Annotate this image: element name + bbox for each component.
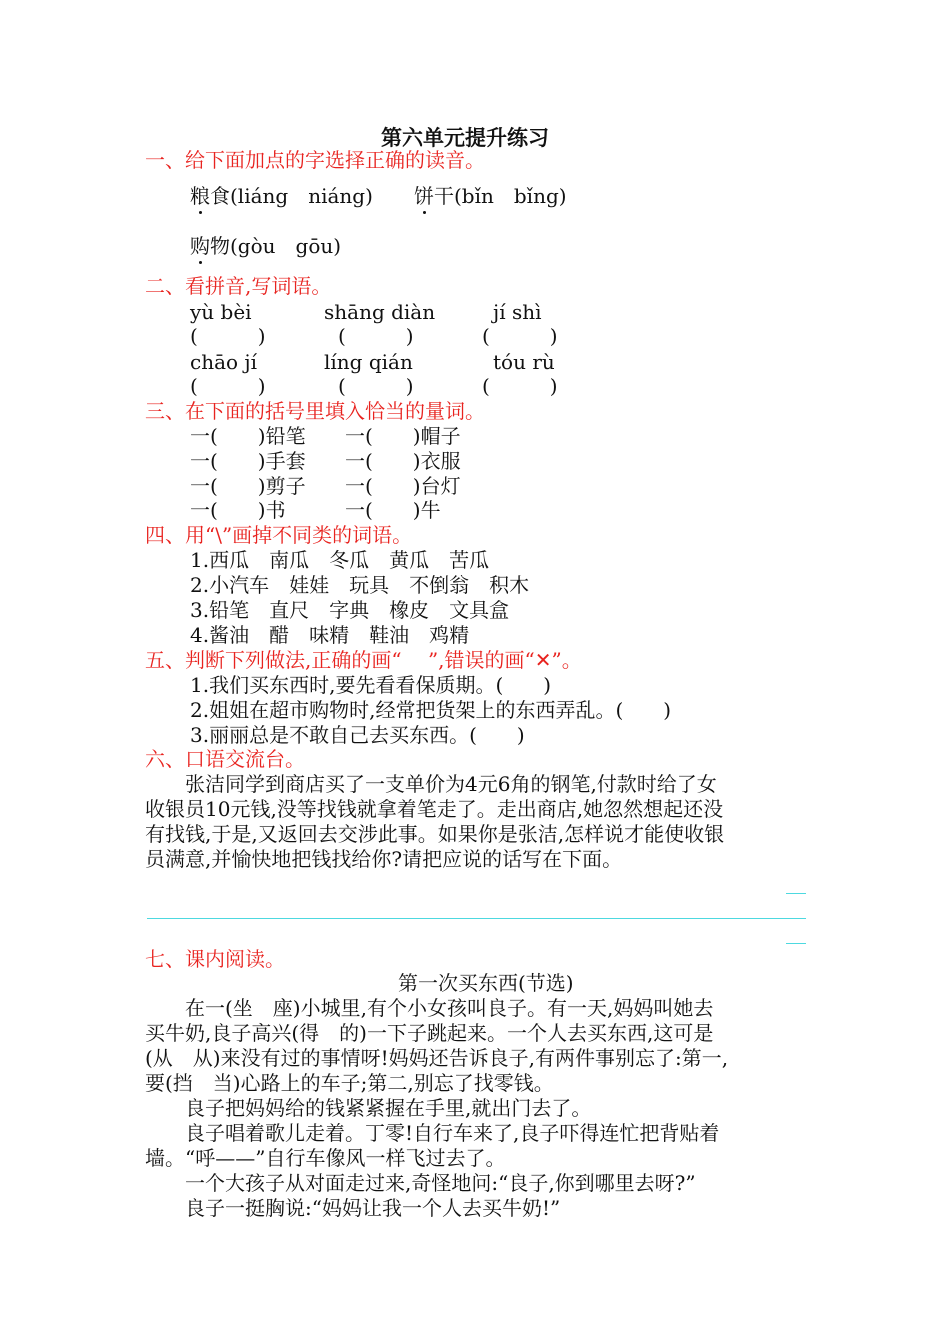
answer-line-2[interactable] (147, 918, 806, 919)
judge-item-3: 3.丽丽总是不敢自己去买东西。( ) (190, 723, 525, 747)
s6-paragraph-line-1: 张洁同学到商店买了一支单价为4元6角的钢笔,付款时给了女 (145, 772, 717, 796)
pinyin-1: yù bèi (190, 300, 252, 324)
measure-word-5: 一( )剪子 (190, 474, 306, 498)
measure-word-4: 一( )衣服 (345, 449, 461, 473)
section-7-heading: 七、课内阅读。 (145, 947, 285, 971)
s1-item-2 (414, 186, 567, 206)
reading-line-5: 良子把妈妈给的钱紧紧握在手里,就出门去了。 (145, 1096, 592, 1120)
s1-item-1 (190, 186, 373, 206)
section-1-heading: 一、给下面加点的字选择正确的读音。 (145, 148, 485, 172)
measure-word-8: 一( )牛 (345, 498, 441, 522)
reading-line-6: 良子唱着歌儿走着。丁零!自行车来了,良子吓得连忙把背贴着 (145, 1121, 720, 1145)
s1-item-1-rest: 食(liáng niáng) (210, 184, 373, 208)
s1-item-3-rest: 物(gòu gōu) (210, 234, 342, 258)
section-5-heading: 五、判断下列做法,正确的画“ ”,错误的画“✕”。 (145, 648, 582, 672)
s6-paragraph-line-3: 有找钱,于是,又返回去交涉此事。如果你是张洁,怎样说才能使收银 (145, 822, 725, 846)
measure-word-6: 一( )台灯 (345, 474, 461, 498)
s1-item-3-dotted-char: 购 (190, 234, 210, 258)
reading-line-3: (从 从)来没有过的事情呀!妈妈还告诉良子,有两件事别忘了:第一, (145, 1046, 729, 1070)
reading-line-7: 墙。“呼——”自行车像风一样飞过去了。 (145, 1146, 506, 1170)
measure-word-1: 一( )铅笔 (190, 424, 306, 448)
reading-subtitle: 第一次买东西(节选) (398, 971, 574, 995)
reading-line-2: 买牛奶,良子高兴(得 的)一下子跳起来。一个人去买东西,这可是 (145, 1021, 714, 1045)
answer-blank-1[interactable]: ( ) (190, 324, 266, 348)
section-6-heading: 六、口语交流台。 (145, 747, 305, 771)
answer-blank-4[interactable]: ( ) (190, 374, 266, 398)
measure-word-2: 一( )帽子 (345, 424, 461, 448)
s1-item-3 (190, 236, 341, 256)
section-2-heading: 二、看拼音,写词语。 (145, 274, 332, 298)
judge-item-2: 2.姐姐在超市购物时,经常把货架上的东西弄乱。( ) (190, 698, 672, 722)
reading-line-4: 要(挡 当)心路上的车子;第二,别忘了找零钱。 (145, 1071, 554, 1095)
judge-item-1: 1.我们买东西时,要先看看保质期。( ) (190, 673, 552, 697)
answer-blank-3[interactable]: ( ) (482, 324, 558, 348)
answer-line-3[interactable] (786, 943, 806, 944)
pinyin-6: tóu rù (493, 350, 555, 374)
pinyin-3: jí shì (493, 300, 542, 324)
answer-blank-6[interactable]: ( ) (482, 374, 558, 398)
section-3-heading: 三、在下面的括号里填入恰当的量词。 (145, 399, 485, 423)
s1-item-2-dotted-char: 饼 (414, 184, 434, 208)
answer-blank-5[interactable]: ( ) (338, 374, 414, 398)
word-group-2: 2.小汽车 娃娃 玩具 不倒翁 积木 (190, 573, 530, 597)
s1-item-1-dotted-char: 粮 (190, 184, 210, 208)
reading-line-1: 在一(坐 座)小城里,有个小女孩叫良子。有一天,妈妈叫她去 (145, 996, 714, 1020)
pinyin-5: líng qián (324, 350, 413, 374)
word-group-3: 3.铅笔 直尺 字典 橡皮 文具盒 (190, 598, 510, 622)
section-4-heading: 四、用“\”画掉不同类的词语。 (145, 523, 413, 547)
s6-paragraph-line-2: 收银员10元钱,没等找钱就拿着笔走了。走出商店,她忽然想起还没 (145, 797, 724, 821)
word-group-1: 1.西瓜 南瓜 冬瓜 黄瓜 苦瓜 (190, 548, 490, 572)
s6-paragraph-line-4: 员满意,并愉快地把钱找给你?请把应说的话写在下面。 (145, 847, 623, 871)
measure-word-7: 一( )书 (190, 498, 286, 522)
answer-blank-2[interactable]: ( ) (338, 324, 414, 348)
pinyin-4: chāo jí (190, 350, 258, 374)
reading-line-9: 良子一挺胸说:“妈妈让我一个人去买牛奶!” (145, 1196, 561, 1220)
measure-word-3: 一( )手套 (190, 449, 306, 473)
word-group-4: 4.酱油 醋 味精 鞋油 鸡精 (190, 623, 470, 647)
s1-item-2-rest: 干(bǐn bǐng) (434, 184, 567, 208)
page-title: 第六单元提升练习 (381, 125, 549, 150)
answer-line-1[interactable] (786, 893, 806, 894)
pinyin-2: shāng diàn (324, 300, 436, 324)
reading-line-8: 一个大孩子从对面走过来,奇怪地问:“良子,你到哪里去呀?” (145, 1171, 696, 1195)
